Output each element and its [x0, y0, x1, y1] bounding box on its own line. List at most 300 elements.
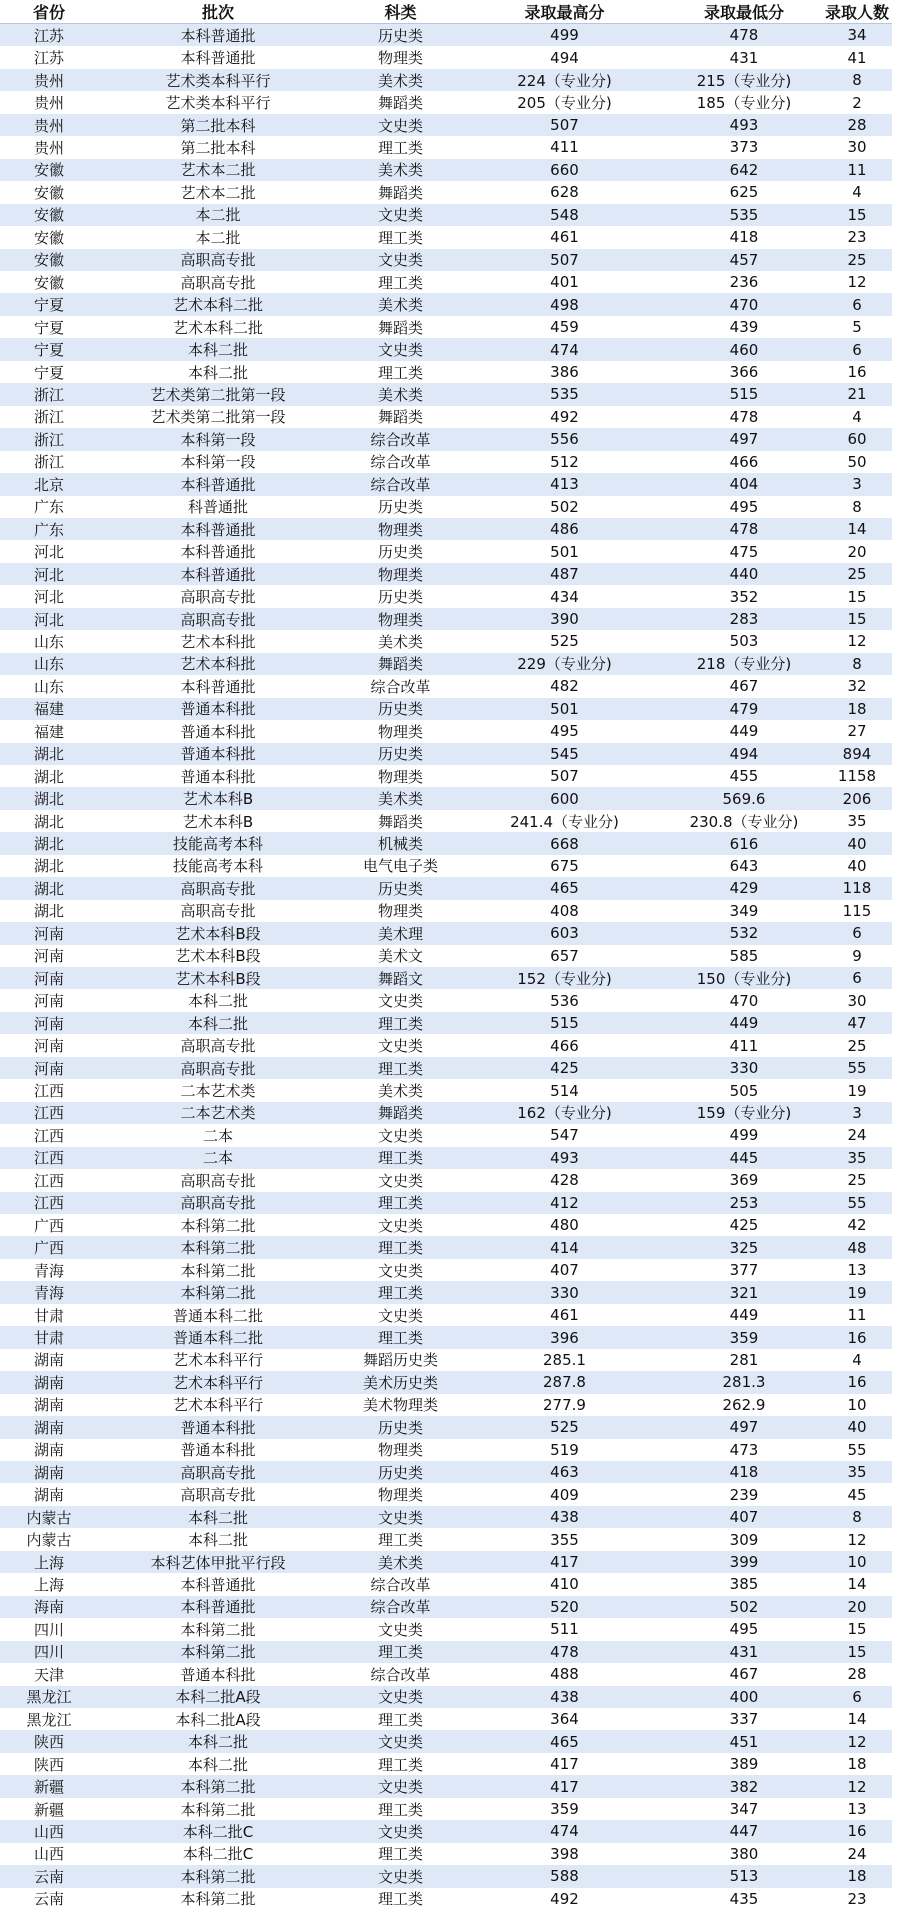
- cell-province: 河南: [0, 1034, 98, 1056]
- cell-category: 综合改革: [338, 675, 463, 697]
- cell-batch: 高职高专批: [98, 249, 338, 271]
- cell-max-score: 417: [463, 1775, 666, 1797]
- cell-min-score: 404: [666, 473, 822, 495]
- cell-count: 4: [822, 406, 892, 428]
- cell-category: 电气电子类: [338, 855, 463, 877]
- cell-count: 14: [822, 1573, 892, 1595]
- cell-max-score: 205（专业分): [463, 91, 666, 113]
- cell-max-score: 488: [463, 1663, 666, 1685]
- cell-category: 物理类: [338, 720, 463, 742]
- cell-max-score: 492: [463, 1888, 666, 1910]
- cell-batch: 普通本科二批: [98, 1304, 338, 1326]
- table-row: [0, 1686, 892, 1708]
- cell-category: 理工类: [338, 1281, 463, 1303]
- cell-min-score: 373: [666, 136, 822, 158]
- cell-province: 山东: [0, 630, 98, 652]
- cell-max-score: 461: [463, 226, 666, 248]
- cell-category: 历史类: [338, 496, 463, 518]
- cell-batch: 本科第二批: [98, 1775, 338, 1797]
- cell-min-score: 625: [666, 181, 822, 203]
- cell-max-score: 398: [463, 1843, 666, 1865]
- table-row: [0, 69, 892, 91]
- table-row: [0, 967, 892, 989]
- cell-count: 16: [822, 1820, 892, 1842]
- cell-category: 综合改革: [338, 1596, 463, 1618]
- cell-count: 18: [822, 1865, 892, 1887]
- cell-max-score: 502: [463, 496, 666, 518]
- cell-batch: 本科普通批: [98, 540, 338, 562]
- cell-min-score: 616: [666, 832, 822, 854]
- cell-province: 江西: [0, 1192, 98, 1214]
- cell-province: 浙江: [0, 451, 98, 473]
- table-row: [0, 473, 892, 495]
- cell-count: 27: [822, 720, 892, 742]
- table-row: [0, 855, 892, 877]
- cell-category: 历史类: [338, 585, 463, 607]
- cell-count: 35: [822, 1461, 892, 1483]
- cell-category: 文史类: [338, 1169, 463, 1191]
- cell-max-score: 501: [463, 540, 666, 562]
- cell-min-score: 535: [666, 204, 822, 226]
- cell-min-score: 185（专业分): [666, 91, 822, 113]
- cell-min-score: 349: [666, 900, 822, 922]
- cell-max-score: 355: [463, 1528, 666, 1550]
- cell-count: 25: [822, 1034, 892, 1056]
- cell-min-score: 236: [666, 271, 822, 293]
- table-row: [0, 989, 892, 1011]
- cell-max-score: 412: [463, 1192, 666, 1214]
- cell-count: 13: [822, 1259, 892, 1281]
- table-row: [0, 226, 892, 248]
- cell-max-score: 359: [463, 1798, 666, 1820]
- cell-category: 理工类: [338, 1236, 463, 1258]
- table-row: [0, 563, 892, 585]
- cell-count: 13: [822, 1798, 892, 1820]
- table-row: [0, 608, 892, 630]
- table-row: [0, 293, 892, 315]
- table-row: [0, 1236, 892, 1258]
- cell-category: 舞蹈类: [338, 91, 463, 113]
- cell-batch: 高职高专批: [98, 1034, 338, 1056]
- cell-batch: 本科二批: [98, 338, 338, 360]
- cell-min-score: 460: [666, 338, 822, 360]
- cell-min-score: 478: [666, 24, 822, 47]
- table-row: [0, 428, 892, 450]
- cell-min-score: 497: [666, 1416, 822, 1438]
- cell-category: 理工类: [338, 1057, 463, 1079]
- cell-count: 40: [822, 855, 892, 877]
- cell-category: 舞蹈类: [338, 406, 463, 428]
- table-row: [0, 136, 892, 158]
- cell-province: 河北: [0, 563, 98, 585]
- cell-category: 物理类: [338, 608, 463, 630]
- cell-province: 黑龙江: [0, 1708, 98, 1730]
- cell-min-score: 309: [666, 1528, 822, 1550]
- cell-min-score: 479: [666, 698, 822, 720]
- cell-category: 理工类: [338, 1192, 463, 1214]
- cell-category: 美术类: [338, 1079, 463, 1101]
- cell-province: 浙江: [0, 428, 98, 450]
- table-row: [0, 1483, 892, 1505]
- cell-province: 安徽: [0, 204, 98, 226]
- cell-max-score: 465: [463, 1730, 666, 1752]
- cell-count: 6: [822, 293, 892, 315]
- cell-batch: 本科第二批: [98, 1888, 338, 1910]
- cell-province: 广西: [0, 1236, 98, 1258]
- cell-count: 25: [822, 1169, 892, 1191]
- cell-max-score: 514: [463, 1079, 666, 1101]
- cell-max-score: 438: [463, 1506, 666, 1528]
- cell-count: 1158: [822, 765, 892, 787]
- cell-min-score: 400: [666, 1686, 822, 1708]
- table-row: [0, 743, 892, 765]
- table-row: [0, 1820, 892, 1842]
- table-row: [0, 338, 892, 360]
- cell-count: 14: [822, 1708, 892, 1730]
- cell-max-score: 547: [463, 1124, 666, 1146]
- cell-category: 历史类: [338, 698, 463, 720]
- cell-min-score: 262.9: [666, 1394, 822, 1416]
- cell-batch: 本科第二批: [98, 1259, 338, 1281]
- cell-batch: 本科第二批: [98, 1641, 338, 1663]
- table-row: [0, 451, 892, 473]
- cell-province: 湖北: [0, 810, 98, 832]
- table-row: [0, 1596, 892, 1618]
- cell-max-score: 417: [463, 1551, 666, 1573]
- cell-max-score: 535: [463, 383, 666, 405]
- cell-min-score: 347: [666, 1798, 822, 1820]
- cell-max-score: 507: [463, 114, 666, 136]
- cell-category: 美术物理类: [338, 1394, 463, 1416]
- cell-province: 江西: [0, 1124, 98, 1146]
- cell-count: 23: [822, 1888, 892, 1910]
- cell-batch: 普通本科批: [98, 720, 338, 742]
- cell-category: 美术类: [338, 293, 463, 315]
- cell-category: 理工类: [338, 361, 463, 383]
- table-row: [0, 181, 892, 203]
- cell-province: 浙江: [0, 383, 98, 405]
- cell-batch: 高职高专批: [98, 1192, 338, 1214]
- cell-category: 理工类: [338, 226, 463, 248]
- cell-batch: 本科第二批: [98, 1618, 338, 1640]
- cell-count: 14: [822, 518, 892, 540]
- cell-count: 3: [822, 473, 892, 495]
- cell-category: 历史类: [338, 743, 463, 765]
- table-row: [0, 1618, 892, 1640]
- table-row: [0, 1416, 892, 1438]
- cell-min-score: 399: [666, 1551, 822, 1573]
- cell-min-score: 495: [666, 496, 822, 518]
- cell-max-score: 413: [463, 473, 666, 495]
- cell-batch: 本科普通批: [98, 24, 338, 47]
- cell-batch: 本科第二批: [98, 1798, 338, 1820]
- cell-min-score: 337: [666, 1708, 822, 1730]
- cell-count: 25: [822, 563, 892, 585]
- cell-min-score: 377: [666, 1259, 822, 1281]
- cell-province: 山西: [0, 1843, 98, 1865]
- cell-max-score: 492: [463, 406, 666, 428]
- cell-min-score: 380: [666, 1843, 822, 1865]
- cell-max-score: 495: [463, 720, 666, 742]
- cell-province: 宁夏: [0, 338, 98, 360]
- cell-batch: 本科第二批: [98, 1865, 338, 1887]
- cell-max-score: 474: [463, 338, 666, 360]
- cell-batch: 高职高专批: [98, 608, 338, 630]
- header-count: 录取人数: [822, 0, 892, 24]
- cell-min-score: 642: [666, 159, 822, 181]
- cell-count: 32: [822, 675, 892, 697]
- cell-min-score: 411: [666, 1034, 822, 1056]
- cell-province: 湖北: [0, 743, 98, 765]
- cell-max-score: 152（专业分): [463, 967, 666, 989]
- cell-max-score: 603: [463, 922, 666, 944]
- cell-batch: 高职高专批: [98, 877, 338, 899]
- cell-batch: 本科二批: [98, 361, 338, 383]
- cell-category: 舞蹈文: [338, 967, 463, 989]
- cell-batch: 第二批本科: [98, 114, 338, 136]
- cell-province: 湖北: [0, 877, 98, 899]
- cell-max-score: 588: [463, 1865, 666, 1887]
- cell-category: 综合改革: [338, 473, 463, 495]
- cell-province: 安徽: [0, 159, 98, 181]
- cell-max-score: 364: [463, 1708, 666, 1730]
- cell-province: 湖南: [0, 1371, 98, 1393]
- cell-max-score: 507: [463, 765, 666, 787]
- cell-min-score: 215（专业分): [666, 69, 822, 91]
- cell-count: 34: [822, 24, 892, 47]
- table-row: [0, 585, 892, 607]
- cell-min-score: 281: [666, 1349, 822, 1371]
- cell-category: 文史类: [338, 1820, 463, 1842]
- cell-category: 文史类: [338, 1506, 463, 1528]
- cell-count: 2: [822, 91, 892, 113]
- table-row: [0, 24, 892, 47]
- cell-max-score: 499: [463, 24, 666, 47]
- cell-min-score: 330: [666, 1057, 822, 1079]
- cell-max-score: 660: [463, 159, 666, 181]
- cell-category: 文史类: [338, 114, 463, 136]
- cell-province: 贵州: [0, 114, 98, 136]
- cell-min-score: 150（专业分): [666, 967, 822, 989]
- cell-max-score: 434: [463, 585, 666, 607]
- cell-province: 广东: [0, 496, 98, 518]
- cell-min-score: 505: [666, 1079, 822, 1101]
- cell-count: 10: [822, 1551, 892, 1573]
- table-row: [0, 46, 892, 68]
- cell-batch: 本科二批: [98, 1528, 338, 1550]
- cell-batch: 高职高专批: [98, 1483, 338, 1505]
- cell-province: 安徽: [0, 249, 98, 271]
- cell-category: 综合改革: [338, 1573, 463, 1595]
- cell-min-score: 478: [666, 406, 822, 428]
- cell-count: 55: [822, 1192, 892, 1214]
- cell-category: 理工类: [338, 1888, 463, 1910]
- cell-province: 河北: [0, 540, 98, 562]
- cell-province: 浙江: [0, 406, 98, 428]
- cell-max-score: 668: [463, 832, 666, 854]
- cell-min-score: 494: [666, 743, 822, 765]
- table-row: [0, 1281, 892, 1303]
- cell-batch: 二本艺术类: [98, 1102, 338, 1124]
- table-row: [0, 1371, 892, 1393]
- cell-min-score: 366: [666, 361, 822, 383]
- cell-category: 综合改革: [338, 1663, 463, 1685]
- table-row: [0, 496, 892, 518]
- cell-max-score: 461: [463, 1304, 666, 1326]
- cell-province: 湖北: [0, 855, 98, 877]
- cell-category: 美术类: [338, 630, 463, 652]
- cell-max-score: 501: [463, 698, 666, 720]
- cell-max-score: 525: [463, 1416, 666, 1438]
- cell-batch: 高职高专批: [98, 900, 338, 922]
- cell-max-score: 465: [463, 877, 666, 899]
- cell-count: 60: [822, 428, 892, 450]
- cell-batch: 本科二批C: [98, 1843, 338, 1865]
- cell-category: 历史类: [338, 24, 463, 47]
- cell-batch: 本科普通批: [98, 1596, 338, 1618]
- cell-province: 内蒙古: [0, 1528, 98, 1550]
- cell-batch: 高职高专批: [98, 1461, 338, 1483]
- table-row: [0, 204, 892, 226]
- cell-count: 25: [822, 249, 892, 271]
- cell-max-score: 525: [463, 630, 666, 652]
- table-row: [0, 1663, 892, 1685]
- cell-batch: 普通本科批: [98, 1663, 338, 1685]
- cell-batch: 艺术本二批: [98, 181, 338, 203]
- cell-category: 历史类: [338, 540, 463, 562]
- header-max-score: 录取最高分: [463, 0, 666, 24]
- cell-category: 理工类: [338, 136, 463, 158]
- cell-count: 24: [822, 1124, 892, 1146]
- cell-count: 118: [822, 877, 892, 899]
- cell-batch: 艺术本科B段: [98, 945, 338, 967]
- cell-max-score: 410: [463, 1573, 666, 1595]
- table-row: [0, 1394, 892, 1416]
- cell-count: 3: [822, 1102, 892, 1124]
- cell-category: 舞蹈类: [338, 653, 463, 675]
- cell-max-score: 277.9: [463, 1394, 666, 1416]
- cell-province: 河南: [0, 945, 98, 967]
- cell-category: 理工类: [338, 1012, 463, 1034]
- table-row: [0, 1865, 892, 1887]
- cell-count: 41: [822, 46, 892, 68]
- cell-batch: 艺术类第二批第一段: [98, 406, 338, 428]
- cell-min-score: 239: [666, 1483, 822, 1505]
- table-row: [0, 1798, 892, 1820]
- cell-category: 理工类: [338, 1753, 463, 1775]
- cell-category: 美术类: [338, 383, 463, 405]
- table-row: [0, 653, 892, 675]
- cell-category: 舞蹈类: [338, 181, 463, 203]
- cell-min-score: 532: [666, 922, 822, 944]
- table-row: [0, 922, 892, 944]
- cell-province: 江西: [0, 1079, 98, 1101]
- cell-count: 23: [822, 226, 892, 248]
- cell-min-score: 473: [666, 1439, 822, 1461]
- table-body: [0, 24, 892, 1911]
- cell-category: 舞蹈类: [338, 316, 463, 338]
- cell-category: 文史类: [338, 1214, 463, 1236]
- cell-max-score: 511: [463, 1618, 666, 1640]
- table-row: [0, 1259, 892, 1281]
- cell-category: 理工类: [338, 271, 463, 293]
- cell-min-score: 569.6: [666, 787, 822, 809]
- cell-province: 湖南: [0, 1349, 98, 1371]
- cell-batch: 二本: [98, 1124, 338, 1146]
- cell-count: 16: [822, 361, 892, 383]
- cell-province: 青海: [0, 1281, 98, 1303]
- cell-province: 河南: [0, 1057, 98, 1079]
- table-row: [0, 383, 892, 405]
- cell-count: 10: [822, 1394, 892, 1416]
- cell-batch: 本科二批A段: [98, 1686, 338, 1708]
- cell-category: 文史类: [338, 338, 463, 360]
- cell-batch: 艺术本科批: [98, 630, 338, 652]
- cell-min-score: 253: [666, 1192, 822, 1214]
- cell-count: 55: [822, 1057, 892, 1079]
- table-row: [0, 1034, 892, 1056]
- cell-province: 山东: [0, 675, 98, 697]
- cell-min-score: 478: [666, 518, 822, 540]
- cell-min-score: 449: [666, 1012, 822, 1034]
- cell-batch: 高职高专批: [98, 1169, 338, 1191]
- cell-category: 理工类: [338, 1147, 463, 1169]
- cell-min-score: 475: [666, 540, 822, 562]
- cell-category: 文史类: [338, 1124, 463, 1146]
- cell-min-score: 457: [666, 249, 822, 271]
- header-category: 科类: [338, 0, 463, 24]
- cell-category: 舞蹈类: [338, 810, 463, 832]
- cell-batch: 科普通批: [98, 496, 338, 518]
- cell-count: 11: [822, 1304, 892, 1326]
- cell-batch: 艺术本科平行: [98, 1349, 338, 1371]
- cell-batch: 本科二批C: [98, 1820, 338, 1842]
- cell-count: 894: [822, 743, 892, 765]
- table-row: [0, 406, 892, 428]
- cell-category: 理工类: [338, 1641, 463, 1663]
- cell-category: 物理类: [338, 46, 463, 68]
- cell-count: 40: [822, 1416, 892, 1438]
- cell-max-score: 556: [463, 428, 666, 450]
- table-row: [0, 1551, 892, 1573]
- cell-batch: 本科二批: [98, 1506, 338, 1528]
- header-min-score: 录取最低分: [666, 0, 822, 24]
- table-row: [0, 1102, 892, 1124]
- cell-max-score: 498: [463, 293, 666, 315]
- cell-count: 18: [822, 1753, 892, 1775]
- cell-count: 8: [822, 653, 892, 675]
- cell-batch: 技能高考本科: [98, 855, 338, 877]
- table-row: [0, 316, 892, 338]
- cell-min-score: 467: [666, 675, 822, 697]
- table-row: [0, 630, 892, 652]
- cell-min-score: 470: [666, 293, 822, 315]
- cell-province: 河南: [0, 989, 98, 1011]
- cell-min-score: 159（专业分): [666, 1102, 822, 1124]
- cell-province: 新疆: [0, 1798, 98, 1820]
- cell-province: 湖北: [0, 765, 98, 787]
- cell-max-score: 486: [463, 518, 666, 540]
- cell-category: 舞蹈历史类: [338, 1349, 463, 1371]
- cell-max-score: 478: [463, 1641, 666, 1663]
- cell-count: 21: [822, 383, 892, 405]
- cell-max-score: 474: [463, 1820, 666, 1842]
- cell-province: 湖南: [0, 1461, 98, 1483]
- cell-count: 30: [822, 989, 892, 1011]
- cell-province: 甘肃: [0, 1326, 98, 1348]
- table-row: [0, 1461, 892, 1483]
- cell-count: 35: [822, 810, 892, 832]
